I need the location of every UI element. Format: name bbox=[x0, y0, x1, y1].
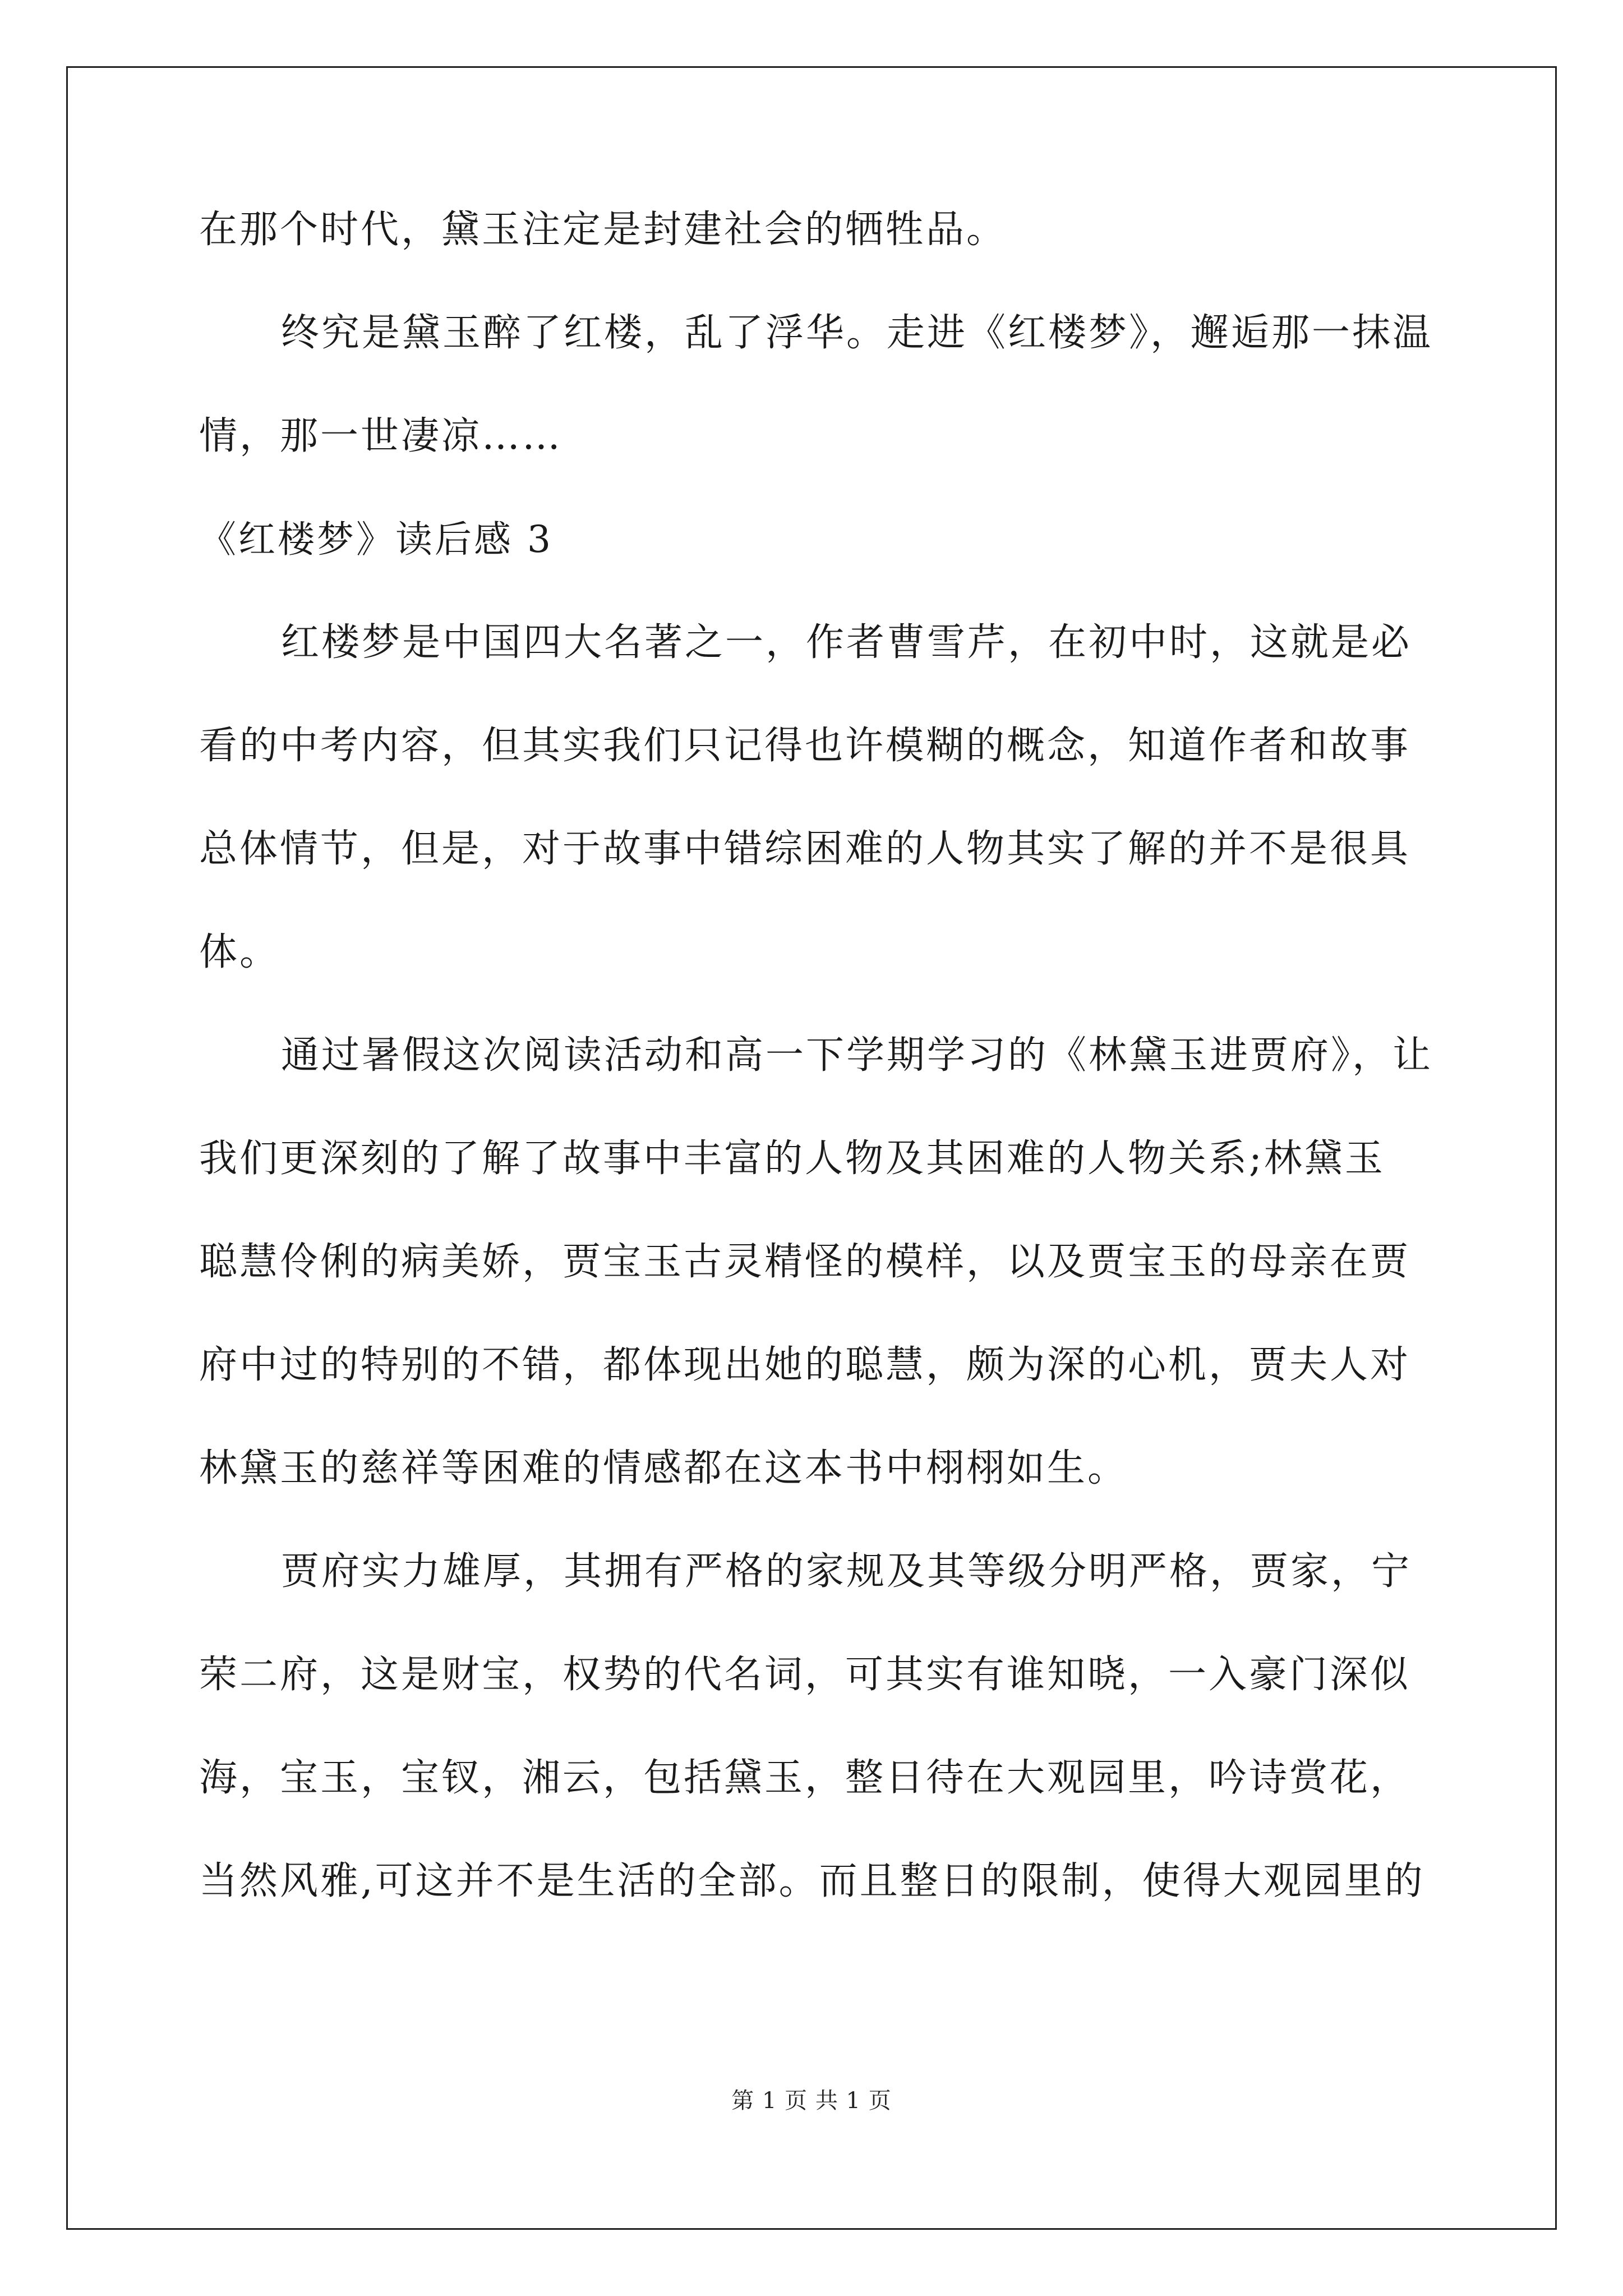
text-line: 海，宝玉，宝钗，湘云，包括黛玉，整日待在大观园里，吟诗赏花， bbox=[199, 1756, 1411, 1800]
section-title-block bbox=[199, 512, 1427, 568]
text-line: 当然风雅,可这并不是生活的全部。而且整日的限制，使得大观园里的 bbox=[199, 1859, 1425, 1903]
paragraph bbox=[199, 1544, 1427, 1910]
text-line: 林黛玉的慈祥等困难的情感都在这本书中栩栩如生。 bbox=[199, 1446, 1128, 1490]
section-title: 《红楼梦》读后感 3 bbox=[199, 518, 553, 561]
paragraph bbox=[199, 305, 1433, 464]
text-line: 荣二府，这是财宝，权势的代名词，可其实有谁知晓，一入豪门深似 bbox=[199, 1653, 1411, 1697]
text-line: 红楼梦是中国四大名著之一，作者曹雪芹，在初中时，这就是必 bbox=[281, 620, 1412, 665]
text-line: 府中过的特别的不错，都体现出她的聪慧，颇为深的心机，贾夫人对 bbox=[199, 1343, 1411, 1387]
text-line: 聪慧伶俐的病美娇，贾宝玉古灵精怪的模样，以及贾宝玉的母亲在贾 bbox=[199, 1240, 1411, 1284]
text-line: 贾府实力雄厚，其拥有严格的家规及其等级分明严格，贾家，宁 bbox=[281, 1549, 1412, 1594]
paragraph bbox=[199, 1028, 1433, 1497]
text-line: 在那个时代，黛玉注定是封建社会的牺牲品。 bbox=[199, 208, 1007, 252]
text-line: 看的中考内容，但其实我们只记得也许模糊的概念，知道作者和故事 bbox=[199, 724, 1411, 768]
text-line: 体。 bbox=[199, 930, 280, 974]
document-body bbox=[199, 202, 1433, 1910]
paragraph bbox=[199, 615, 1427, 981]
text-line: 通过暑假这次阅读活动和高一下学期学习的《林黛玉进贾府》，让 bbox=[281, 1033, 1433, 1078]
text-line: 我们更深刻的了解了故事中丰富的人物及其困难的人物关系;林黛玉 bbox=[199, 1137, 1385, 1181]
page-footer: 第 1 页 共 1 页 bbox=[731, 2088, 892, 2114]
paragraph bbox=[199, 202, 1427, 258]
text-line: 终究是黛玉醉了红楼，乱了浮华。走进《红楼梦》，邂逅那一抹温 bbox=[281, 311, 1433, 355]
text-line: 情，那一世凄凉…… bbox=[199, 414, 563, 458]
text-line: 总体情节，但是，对于故事中错综困难的人物其实了解的并不是很具 bbox=[199, 827, 1411, 871]
